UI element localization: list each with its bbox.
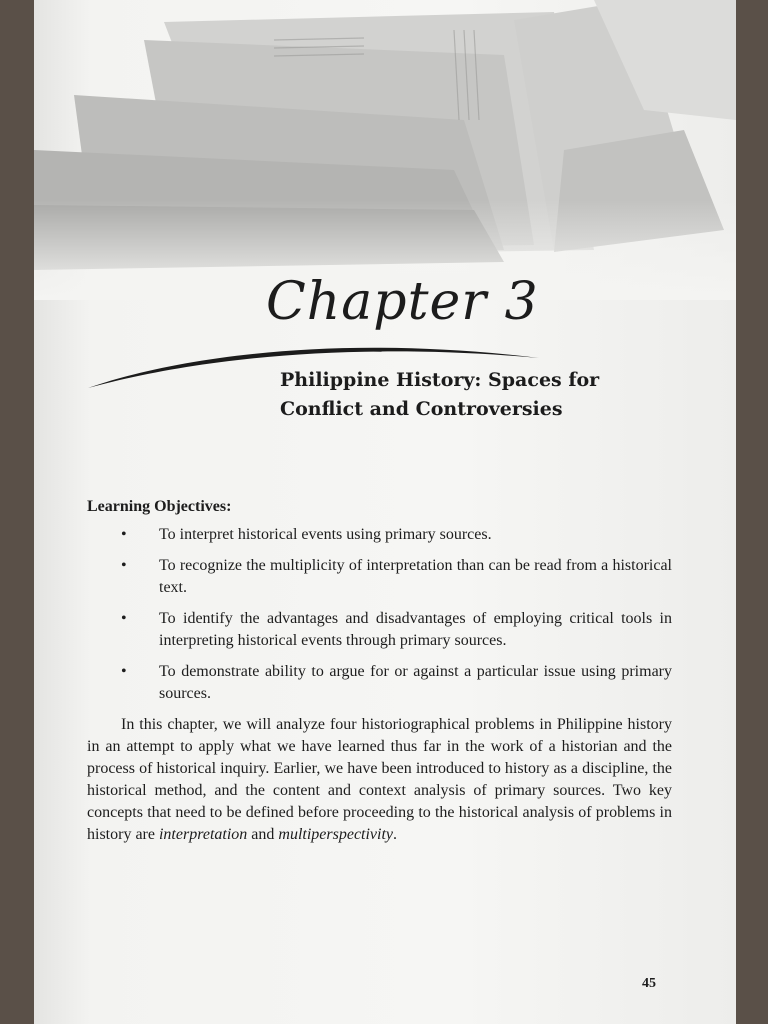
chapter-body xyxy=(87,496,672,846)
paragraph-text: In this chapter, we will analyze four historiographical problems in Philippine history in an attempt to apply what we have learned thus far in the work of a historian and the process of historical inquiry. Earlier, we have been introduced to history as a discipline, the historical method, and the content and context analysis of primary sources. Two key concepts that need to be defined before proceeding to the historical analysis of problems in history are xyxy=(87,716,672,843)
page-number: 45 xyxy=(642,976,656,991)
chapter-label: Chapter 3 xyxy=(266,272,539,332)
objective-item xyxy=(87,608,672,652)
term-interpretation: interpretation xyxy=(158,826,248,843)
objectives-heading: Learning Objectives: xyxy=(87,498,232,515)
bullet-icon: • xyxy=(121,557,127,574)
bullet-icon: • xyxy=(121,610,127,627)
objectives-list xyxy=(87,524,672,705)
bullet-icon: • xyxy=(121,663,127,680)
term-multiperspectivity: multiperspectivity xyxy=(278,826,394,843)
objective-item xyxy=(87,661,672,705)
chapter-title xyxy=(280,366,700,424)
book-page xyxy=(34,0,736,1024)
chapter-title-line-2: Conflict and Controversies xyxy=(280,398,563,420)
chapter-title-line-1: Philippine History: Spaces for xyxy=(280,369,600,391)
bullet-icon: • xyxy=(121,526,127,543)
intro-paragraph xyxy=(87,714,672,846)
objective-text: To recognize the multiplicity of interpretation than can be read from a historical text. xyxy=(159,557,672,596)
objective-text: To demonstrate ability to argue for or against a particular issue using primary sources. xyxy=(159,663,672,702)
objective-text: To identify the advantages and disadvantages of employing critical tools in interpreting historical events through primary sources. xyxy=(159,610,672,649)
open-book-illustration xyxy=(34,0,736,300)
objective-text: To interpret historical events using primary sources. xyxy=(159,526,492,543)
paragraph-connector: and xyxy=(247,826,279,843)
objective-item xyxy=(87,524,672,546)
objective-item xyxy=(87,555,672,599)
paragraph-end: . xyxy=(393,826,398,843)
